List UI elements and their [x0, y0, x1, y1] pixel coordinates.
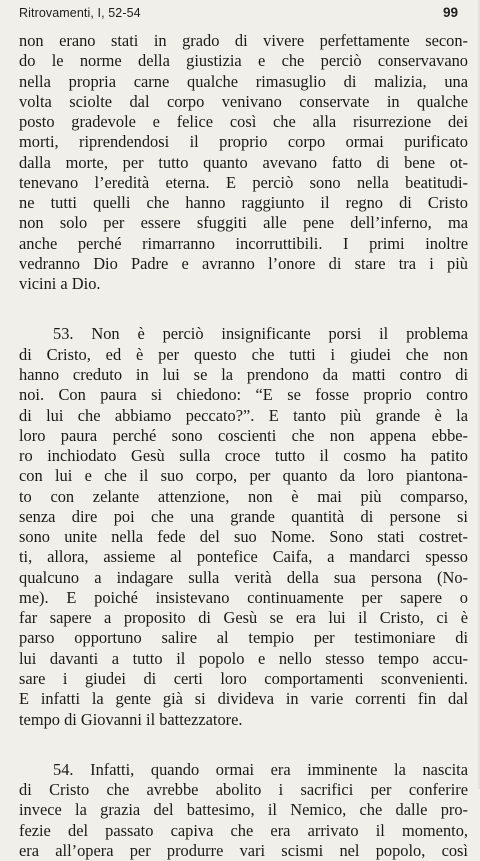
text-line: di Cristo che avrebbe abolito i sacrifici per conferire: [19, 780, 468, 800]
page-number: 99: [442, 5, 458, 20]
text-line: invece la grazia del battesimo, il Nemico, che dalle pro-: [19, 800, 468, 820]
text-line: non solo per essere sfuggiti alle pene dell’inferno, ma: [19, 213, 468, 233]
text-line: posto gradevole e felice così che alla risurrezione dei: [19, 112, 468, 132]
text-line: tenevano l’eredità eterna. E perciò sono nella beatitudi-: [19, 172, 468, 192]
text-line: con lui e che il suo corpo, per quanto da loro piantona-: [19, 466, 468, 486]
text-line: nella propria carne qualche rimasuglio di malizia, una: [19, 71, 468, 91]
text-line: di Cristo, ed è per questo che tutti i giudei che non: [19, 344, 468, 364]
paragraph-54: [19, 760, 468, 861]
text-line: vedranno Dio Padre e avranno l’onore di stare tra i più: [19, 253, 468, 273]
text-line: E infatti la gente già si divideva in varie correnti fin dal: [19, 689, 468, 709]
text-line: far sapere a proposito di Gesù se era lui il Cristo, ci è: [19, 608, 468, 628]
paragraph-gap: [19, 730, 468, 760]
text-line: sono unite nella fede del suo Nome. Sono stati costret-: [19, 527, 468, 547]
text-line: qualcuno a indagare sulla verità della sua persona (No-: [19, 567, 468, 587]
text-line: do le norme della giustizia e che perciò conservavano: [19, 51, 468, 71]
text-line: lui davanti a tutto il popolo e nello stesso tempo accu-: [19, 648, 468, 668]
text-line: ro inchiodato Gesù sulla croce tutto il cosmo ha patito: [19, 446, 468, 466]
text-line: dalla morte, per tutto quanto avevano fatto di bene ot-: [19, 152, 468, 172]
text-line: non erano stati in grado di vivere perfettamente secon-: [19, 31, 468, 50]
text-line: ti, allora, assieme al pontefice Caifa, a mandarci spesso: [19, 547, 468, 567]
text-line: to con zelante attenzione, non è mai più comparso,: [19, 486, 468, 506]
text-line: me). E poiché insistevano continuamente per sapere o: [19, 587, 468, 607]
paragraph-gap: [19, 294, 468, 324]
text-line: vicini a Dio.: [19, 274, 101, 294]
text-line: 54. Infatti, quando ormai era imminente la nascita: [53, 759, 468, 779]
text-line: anche perché rimarranno incorruttibili. I primi inoltre: [19, 233, 468, 253]
text-line: loro paura perché sono coscienti che non appena ebbe-: [19, 425, 468, 445]
running-head: Ritrovamenti, I, 52-54: [19, 6, 141, 20]
text-line: di lui che abbiamo peccato?”. E tanto più grande è la: [19, 405, 468, 425]
text-line: volta sciolte dal corpo venivano conservate in qualche: [19, 91, 468, 111]
text-line: parso opportuno salire al tempio per testimoniare di: [19, 628, 468, 648]
text-line: senza dire poi che una grande quantità di persone si: [19, 506, 468, 526]
text-line: hanno creduto in lui se la prendono da matti contro di: [19, 364, 468, 384]
text-line: noi. Con paura si chiedono: “E se fosse proprio contro: [19, 385, 468, 405]
text-line: era all’opera per produrre vari scismi nel popolo, così: [19, 840, 468, 860]
text-line: sare i giudei di certi loro comportamenti sconvenienti.: [19, 668, 468, 688]
paragraph-53: [19, 324, 468, 729]
text-line: fezie del passato capiva che era arrivato il momento,: [19, 820, 468, 840]
text-line: tempo di Giovanni il battezzatore.: [19, 709, 243, 729]
text-line: 53. Non è perciò insignificante porsi il problema: [53, 324, 468, 344]
text-line: ne tutti quelli che hanno raggiunto il regno di Cristo: [19, 193, 468, 213]
text-line: morti, riprendendosi il proprio corpo ormai purificato: [19, 132, 468, 152]
body-text: [19, 31, 468, 861]
paragraph-continuation: [19, 31, 468, 294]
